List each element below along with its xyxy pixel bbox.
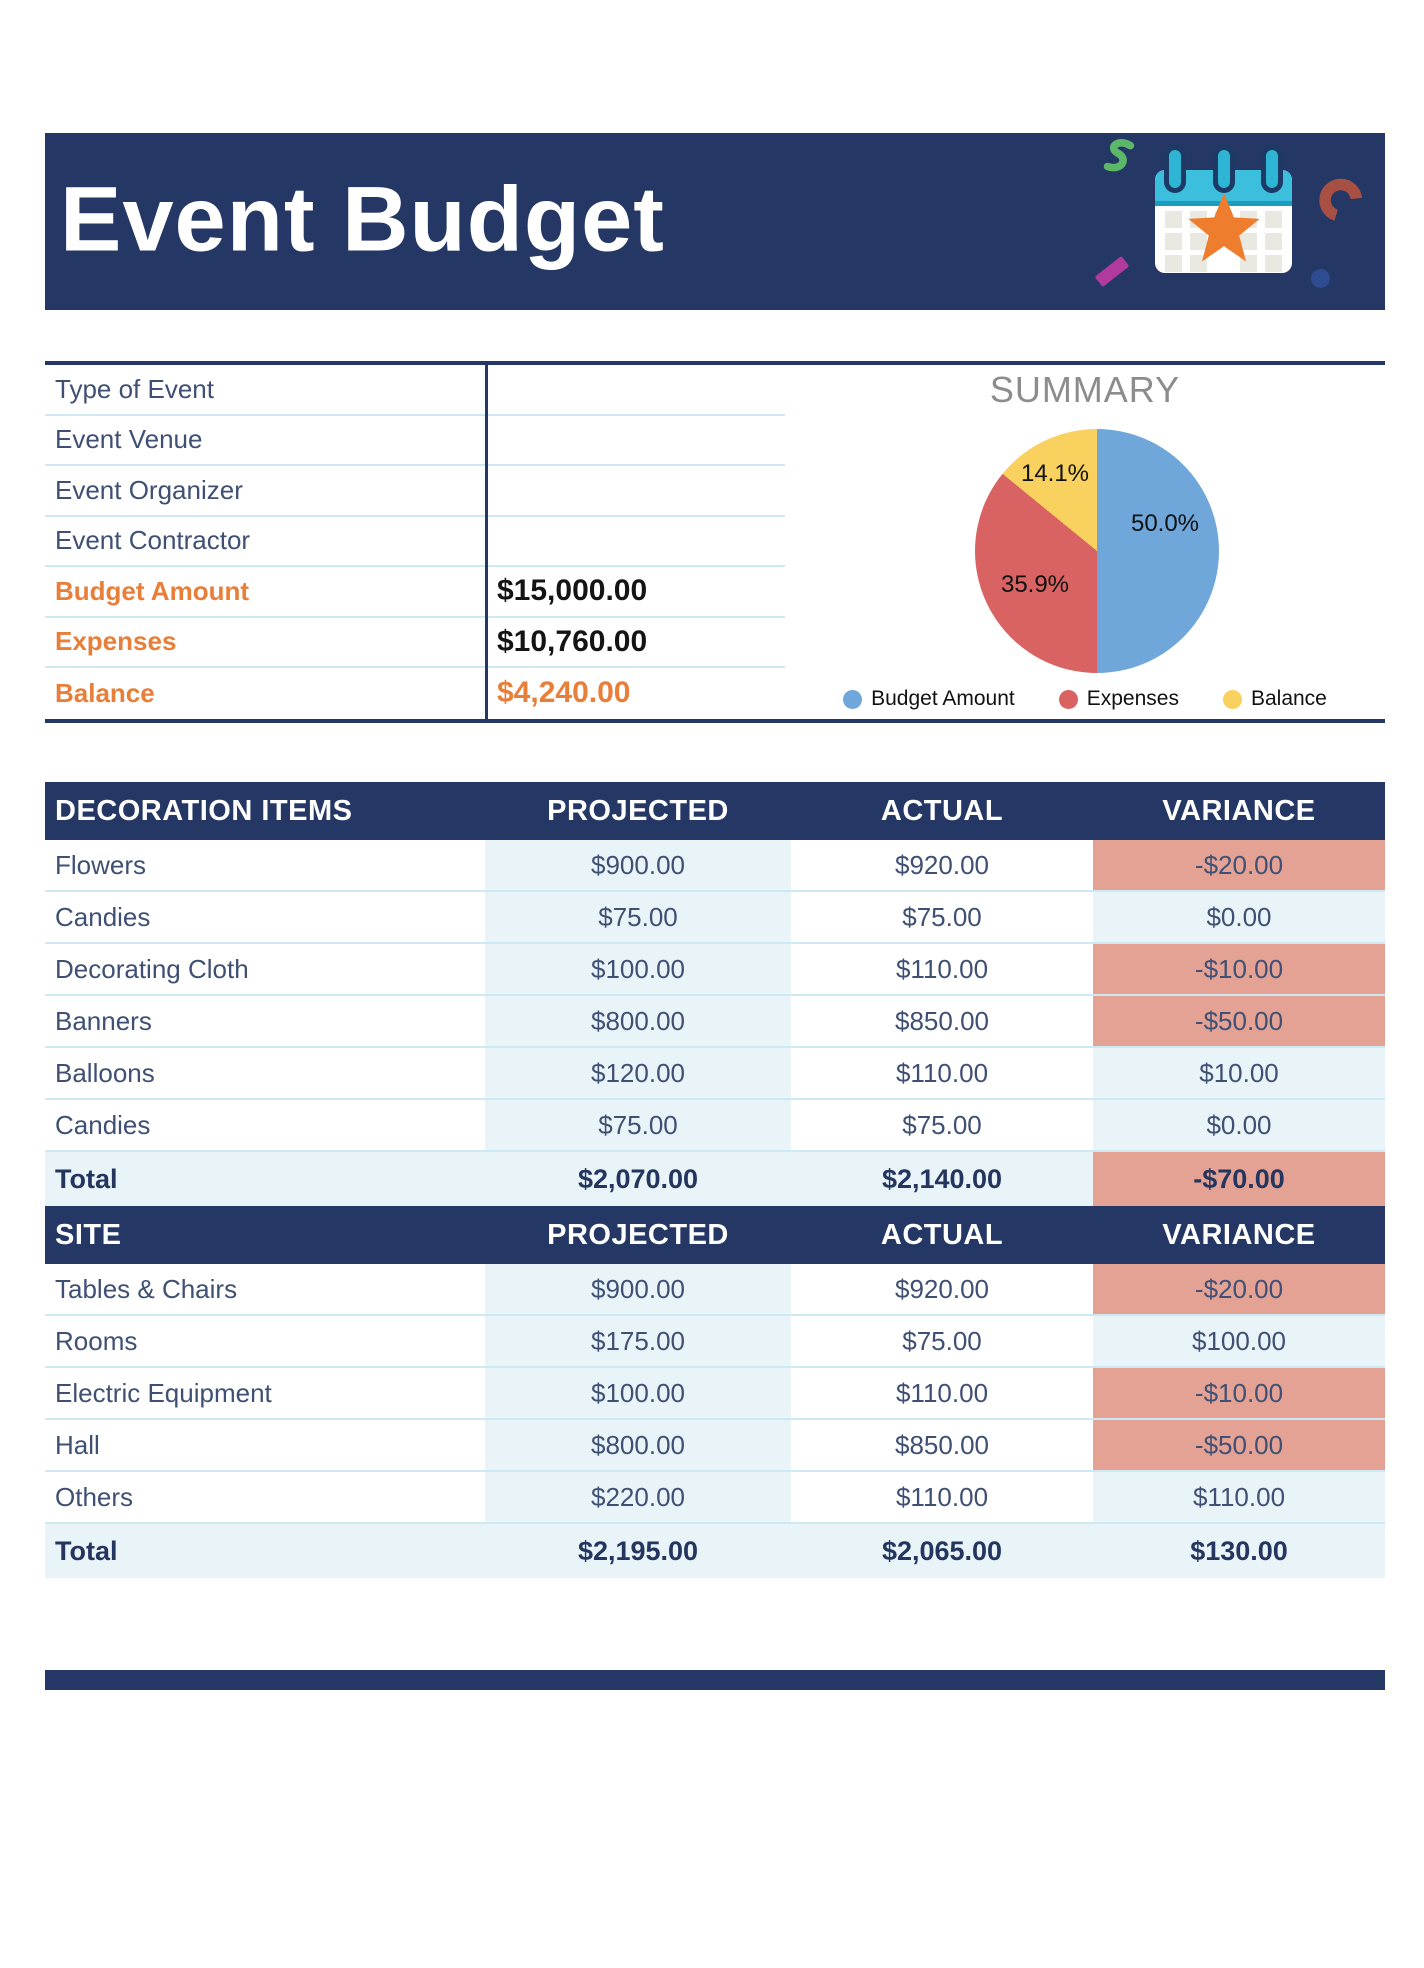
cell-actual: $920.00: [791, 1264, 1093, 1316]
cell-projected: $900.00: [485, 1264, 791, 1316]
legend-label: Balance: [1250, 687, 1327, 710]
info-row-expenses: [45, 618, 785, 669]
table-header-row: [45, 782, 1385, 840]
legend-dot-icon: [1223, 690, 1242, 709]
cell-projected: $75.00: [485, 892, 791, 944]
info-label: Type of Event: [55, 373, 214, 404]
info-value-input[interactable]: [485, 416, 785, 465]
info-label: Expenses: [55, 626, 177, 657]
cell-variance: $110.00: [1093, 1472, 1385, 1524]
table-row: [45, 1420, 1385, 1472]
cell-item-name: Balloons: [45, 1048, 485, 1100]
summary-panel: [785, 365, 1385, 719]
info-row-event-venue: [45, 416, 785, 467]
legend-item-balance: [1223, 687, 1327, 711]
cell-variance: $100.00: [1093, 1316, 1385, 1368]
info-rows: [45, 365, 785, 719]
cell-item-name: Candies: [45, 892, 485, 944]
pie-slice-label-balance: 14.1%: [1020, 460, 1090, 487]
header-cell-variance: VARIANCE: [1162, 794, 1316, 827]
cell-actual: $110.00: [791, 944, 1093, 996]
cell-projected: $800.00: [485, 1420, 791, 1472]
info-row-event-contractor: [45, 517, 785, 568]
cell-projected: $800.00: [485, 996, 791, 1048]
legend-item-expenses: [1059, 687, 1179, 711]
table-row: [45, 1264, 1385, 1316]
info-label: Budget Amount: [55, 575, 249, 606]
header-cell-variance: VARIANCE: [1162, 1218, 1316, 1251]
info-value-input[interactable]: [485, 365, 785, 414]
calendar-ring-icon: [1164, 145, 1186, 193]
cell-variance: -$50.00: [1093, 1420, 1385, 1472]
budget-table-decoration: [45, 782, 1385, 1206]
header-cell-projected: PROJECTED: [547, 794, 729, 827]
footer-bar: [45, 1670, 1385, 1690]
cell-actual: $110.00: [791, 1472, 1093, 1524]
cell-variance: $0.00: [1093, 892, 1385, 944]
cell-actual: $850.00: [791, 1420, 1093, 1472]
info-value: $4,240.00: [497, 676, 631, 710]
info-row-budget-amount: [45, 567, 785, 618]
cell-total-variance: -$70.00: [1093, 1152, 1385, 1206]
cell-projected: $220.00: [485, 1472, 791, 1524]
cell-total-label: Total: [45, 1524, 485, 1578]
cell-projected: $100.00: [485, 944, 791, 996]
header-cell-category: DECORATION ITEMS: [55, 794, 353, 827]
table-row: [45, 1472, 1385, 1524]
pie-chart-wrap: [975, 429, 1219, 673]
pie-slice-label-budget: 50.0%: [1130, 510, 1200, 537]
confetti-dot-icon: [1311, 269, 1330, 288]
cell-item-name: Decorating Cloth: [45, 944, 485, 996]
cell-item-name: Banners: [45, 996, 485, 1048]
cell-item-name: Hall: [45, 1420, 485, 1472]
confetti-arc-icon: [1306, 164, 1370, 228]
cell-variance: -$50.00: [1093, 996, 1385, 1048]
info-label: Event Venue: [55, 424, 203, 455]
pie-chart: [975, 429, 1219, 673]
info-row-type-of-event: [45, 365, 785, 416]
info-row-balance: [45, 668, 785, 719]
event-info-table: [45, 361, 1385, 723]
header-banner: [45, 133, 1385, 310]
cell-total-projected: $2,195.00: [485, 1524, 791, 1578]
info-value: $15,000.00: [497, 574, 648, 608]
table-row: [45, 840, 1385, 892]
info-value: $10,760.00: [497, 624, 648, 658]
table-row: [45, 892, 1385, 944]
table-row: [45, 1048, 1385, 1100]
cell-projected: $100.00: [485, 1368, 791, 1420]
cell-item-name: Others: [45, 1472, 485, 1524]
cell-total-variance: $130.00: [1093, 1524, 1385, 1578]
table-header-row: [45, 1206, 1385, 1264]
page-title: Event Budget: [60, 167, 665, 270]
table-row: [45, 1100, 1385, 1152]
cell-variance: -$20.00: [1093, 1264, 1385, 1316]
total-row: [45, 1152, 1385, 1206]
calendar-star-icon: [1186, 190, 1262, 266]
cell-total-actual: $2,140.00: [791, 1152, 1093, 1206]
column-divider: [485, 365, 488, 719]
info-value-input[interactable]: [485, 517, 785, 566]
cell-variance: -$10.00: [1093, 1368, 1385, 1420]
cell-actual: $75.00: [791, 1316, 1093, 1368]
table-row: [45, 1316, 1385, 1368]
header-cell-actual: ACTUAL: [880, 1218, 1004, 1251]
pie-slice-label-expenses: 35.9%: [1000, 571, 1070, 598]
cell-total-label: Total: [45, 1152, 485, 1206]
cell-item-name: Flowers: [45, 840, 485, 892]
banner-art: [45, 133, 1385, 310]
info-label: Event Organizer: [55, 474, 243, 505]
info-label: Event Contractor: [55, 525, 251, 556]
cell-variance: $0.00: [1093, 1100, 1385, 1152]
legend-dot-icon: [843, 690, 862, 709]
cell-actual: $75.00: [791, 1100, 1093, 1152]
cell-total-projected: $2,070.00: [485, 1152, 791, 1206]
header-cell-actual: ACTUAL: [880, 794, 1004, 827]
cell-projected: $75.00: [485, 1100, 791, 1152]
cell-actual: $110.00: [791, 1368, 1093, 1420]
cell-item-name: Candies: [45, 1100, 485, 1152]
cell-actual: $75.00: [791, 892, 1093, 944]
legend-label: Expenses: [1086, 687, 1179, 710]
total-row: [45, 1524, 1385, 1578]
legend-item-budget-amount: [843, 687, 1015, 711]
chart-legend: [785, 687, 1385, 711]
cell-variance: $10.00: [1093, 1048, 1385, 1100]
cell-projected: $120.00: [485, 1048, 791, 1100]
cell-item-name: Rooms: [45, 1316, 485, 1368]
confetti-bar-icon: [1095, 256, 1130, 287]
calendar-ring-icon: [1213, 145, 1235, 193]
cell-actual: $850.00: [791, 996, 1093, 1048]
cell-projected: $900.00: [485, 840, 791, 892]
table-row: [45, 1368, 1385, 1420]
cell-variance: -$10.00: [1093, 944, 1385, 996]
cell-item-name: Tables & Chairs: [45, 1264, 485, 1316]
budget-table-site: [45, 1206, 1385, 1578]
confetti-squiggle-icon: [1099, 139, 1137, 177]
cell-total-actual: $2,065.00: [791, 1524, 1093, 1578]
info-row-event-organizer: [45, 466, 785, 517]
legend-label: Budget Amount: [871, 687, 1015, 710]
cell-variance: -$20.00: [1093, 840, 1385, 892]
header-cell-projected: PROJECTED: [547, 1218, 729, 1251]
cell-actual: $920.00: [791, 840, 1093, 892]
info-value-input[interactable]: [485, 466, 785, 515]
table-row: [45, 944, 1385, 996]
table-row: [45, 996, 1385, 1048]
cell-item-name: Electric Equipment: [45, 1368, 485, 1420]
calendar-ring-icon: [1261, 145, 1283, 193]
cell-actual: $110.00: [791, 1048, 1093, 1100]
legend-dot-icon: [1059, 690, 1078, 709]
header-cell-category: SITE: [55, 1218, 122, 1251]
info-label: Balance: [55, 677, 155, 708]
cell-projected: $175.00: [485, 1316, 791, 1368]
summary-title: SUMMARY: [989, 369, 1181, 410]
